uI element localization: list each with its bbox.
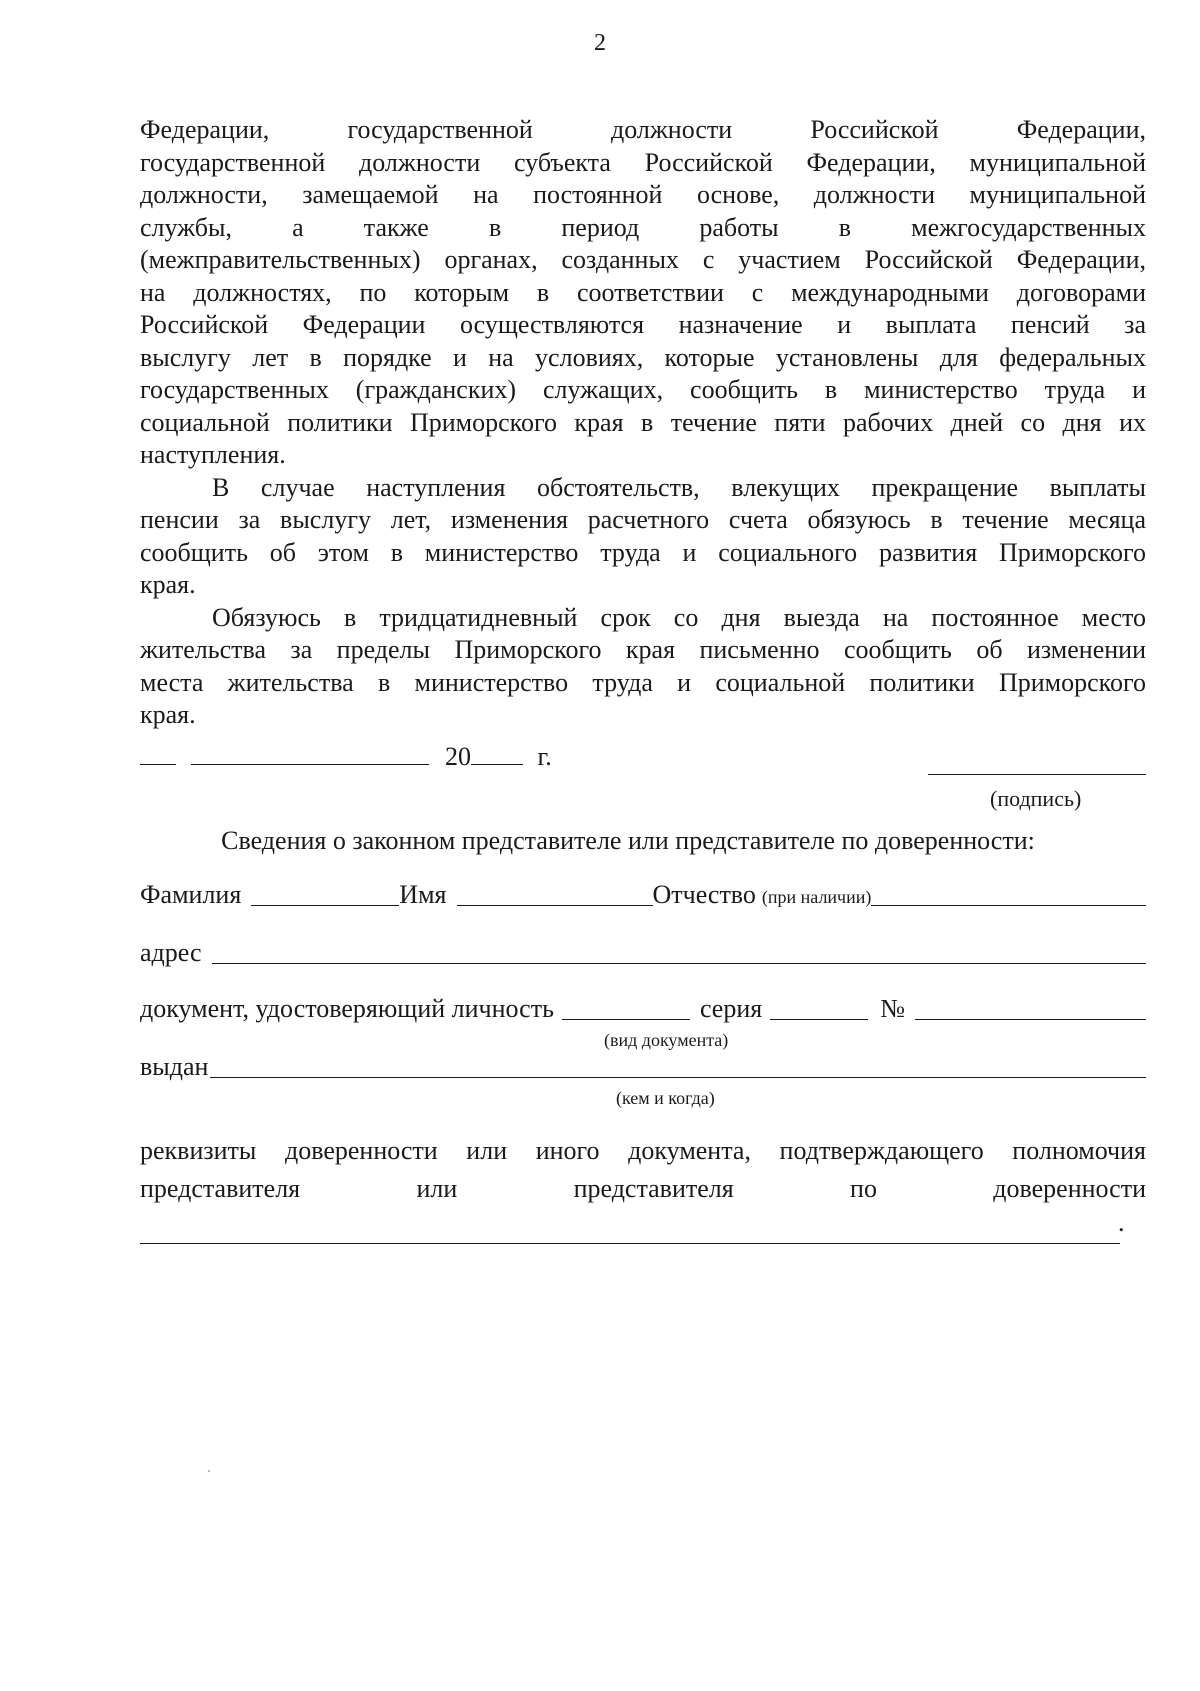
scan-speck <box>208 1470 210 1472</box>
name-field[interactable] <box>457 879 653 906</box>
text-line: края. <box>140 570 196 599</box>
text-line: Федерации, государственной должности Российской Федерации, <box>140 115 1146 144</box>
document-type-caption: (вид документа) <box>604 1030 729 1050</box>
issued-label: выдан <box>140 1052 209 1081</box>
text-line: края. <box>140 700 196 729</box>
name-label: Имя <box>399 880 447 909</box>
day-blank[interactable] <box>140 740 176 765</box>
patronymic-note: (при наличии) <box>761 887 872 907</box>
issued-row <box>140 1046 1146 1082</box>
text-line: наступления. <box>140 440 286 469</box>
closing-paragraph <box>140 1132 1146 1208</box>
text-line: государственных (гражданских) служащих, сообщить в министерство труда и <box>140 375 1146 404</box>
address-label: адрес <box>140 938 202 967</box>
address-field[interactable] <box>212 937 1147 964</box>
issued-caption: (кем и когда) <box>616 1088 715 1108</box>
patronymic-field[interactable] <box>871 879 1146 906</box>
year-prefix: 20 <box>445 742 471 771</box>
page-number: 2 <box>594 30 606 56</box>
id-document-label: документ, удостоверяющий личность <box>140 994 554 1023</box>
signature-blank[interactable] <box>928 750 1146 775</box>
text-line: пенсии за выслугу лет, изменения расчетного счета обязуюсь в течение месяца <box>140 505 1146 534</box>
text-line: В случае наступления обстоятельств, влекущих прекращение выплаты <box>212 472 1146 502</box>
address-row <box>140 932 1146 968</box>
text-line: на должностях, по которым в соответствии с международными договорами <box>140 277 1146 307</box>
closing-period: . <box>1118 1208 1125 1237</box>
name-row <box>140 874 1146 910</box>
representative-title: Сведения о законном представителе или представителе по доверенности: <box>221 826 1035 855</box>
paragraph-2 <box>140 472 1146 602</box>
text-line: социальной политики Приморского края в течение пяти рабочих дней со дня их <box>140 407 1146 437</box>
date-row <box>140 740 1146 780</box>
number-label: № <box>880 994 906 1023</box>
text-line: жительства за пределы Приморского края письменно сообщить об изменении <box>140 635 1146 664</box>
text-line: Российской Федерации осуществляются назначение и выплата пенсий за <box>140 310 1146 339</box>
document-type-field[interactable] <box>562 993 690 1020</box>
signature-caption: (подпись) <box>990 786 1082 811</box>
issued-field[interactable] <box>210 1051 1146 1078</box>
body-text <box>140 114 1146 732</box>
patronymic-label: Отчество <box>652 880 756 909</box>
text-line: Обязуюсь в тридцатидневный срок со дня выезда на постоянное место <box>212 602 1146 632</box>
text-line: службы, а также в период работы в межгосударственных <box>140 212 1146 242</box>
text-line: должности, замещаемой на постоянной основе, должности муниципальной <box>140 180 1146 209</box>
series-label: серия <box>699 994 763 1023</box>
month-blank[interactable] <box>191 740 429 765</box>
text-line: места жительства в министерство труда и социальной политики Приморского <box>140 667 1146 697</box>
series-field[interactable] <box>770 993 868 1020</box>
text-line: представителя или представителя по доверенности <box>140 1174 1146 1203</box>
paragraph-1 <box>140 114 1146 472</box>
year-blank[interactable] <box>471 740 523 765</box>
number-field[interactable] <box>915 993 1146 1020</box>
text-line: (межправительственных) органах, созданных с участием Российской Федерации, <box>140 245 1146 274</box>
year-suffix: г. <box>537 742 552 771</box>
surname-field[interactable] <box>251 879 399 906</box>
text-line: выслугу лет в порядке и на условиях, которые установлены для федеральных <box>140 342 1146 372</box>
paragraph-3 <box>140 602 1146 732</box>
surname-label: Фамилия <box>140 880 242 909</box>
text-line: реквизиты доверенности или иного документа, подтверждающего полномочия <box>140 1136 1146 1165</box>
power-of-attorney-field[interactable] <box>140 1215 1120 1244</box>
text-line: сообщить об этом в министерство труда и социального развития Приморского <box>140 537 1146 567</box>
id-document-row <box>140 988 1146 1024</box>
text-line: государственной должности субъекта Российской Федерации, муниципальной <box>140 147 1146 177</box>
